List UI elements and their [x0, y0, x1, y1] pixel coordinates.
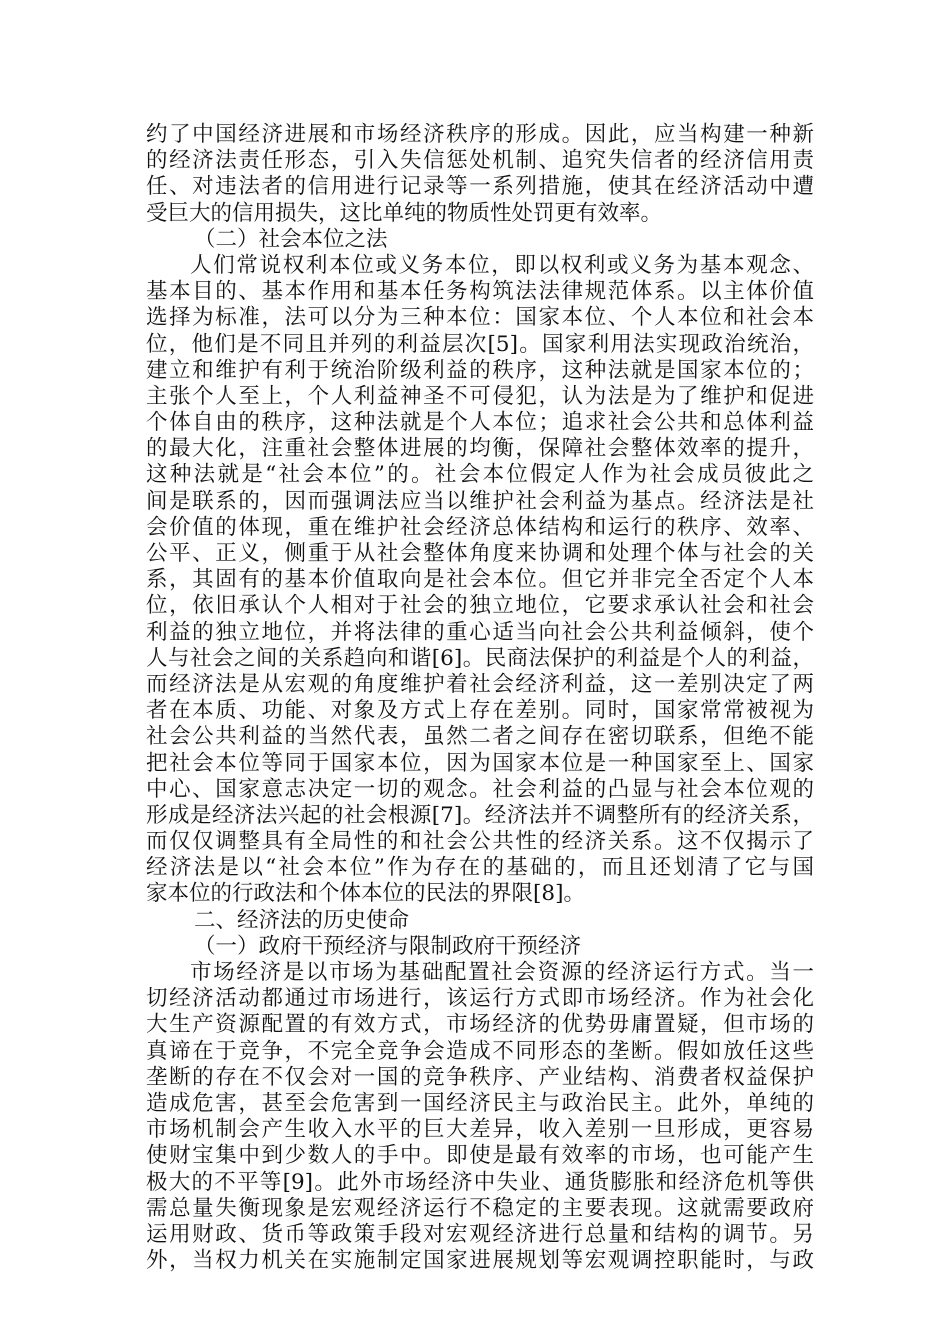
text-line: 基本目的、基本作用和基本任务构筑法法律规范体系。以主体价值: [146, 279, 814, 305]
text-line: 社会公共利益的当然代表，虽然二者之间存在密切联系，但绝不能: [146, 724, 814, 750]
text-line: 垄断的存在不仅会对一国的竞争秩序、产业结构、消费者权益保护: [146, 1064, 814, 1090]
text-line: 这种法就是“社会本位”的。社会本位假定人作为社会成员彼此之: [146, 462, 814, 488]
text-line: 系，其固有的基本价值取向是社会本位。但它并非完全否定个人本: [146, 567, 814, 593]
text-line: 外，当权力机关在实施制定国家进展规划等宏观调控职能时，与政: [146, 1248, 814, 1274]
text-line: 的经济法责任形态，引入失信惩处机制、追究失信者的经济信用责: [146, 148, 814, 174]
document-page: [146, 122, 814, 1274]
text-line: 主张个人至上，个人利益神圣不可侵犯，认为法是为了维护和促进: [146, 383, 814, 409]
text-line: 选择为标准，法可以分为三种本位：国家本位、个人本位和社会本: [146, 305, 814, 331]
section-heading: （一）政府干预经济与限制政府干预经济: [194, 933, 582, 959]
text-line: 中心、国家意志决定一切的观念。社会利益的凸显与社会本位观的: [146, 776, 814, 802]
text-line: 人与社会之间的关系趋向和谐[6]。民商法保护的利益是个人的利益，: [146, 645, 814, 671]
text-line: 市场机制会产生收入水平的巨大差异，收入差别一旦形成，更容易: [146, 1117, 814, 1143]
text-line: 而经济法是从宏观的角度维护着社会经济利益，这一差别决定了两: [146, 671, 814, 697]
text-line: 而仅仅调整具有全局性的和社会公共性的经济关系。这不仅揭示了: [146, 829, 814, 855]
text-line: 间是联系的，因而强调法应当以维护社会利益为基点。经济法是社: [146, 488, 814, 514]
text-line: 造成危害，甚至会危害到一国经济民主与政治民主。此外，单纯的: [146, 1090, 814, 1116]
text-line: 极大的不平等[9]。此外市场经济中失业、通货膨胀和经济危机等供: [146, 1169, 814, 1195]
text-line: 真谛在于竞争，不完全竞争会造成不同形态的垄断。假如放任这些: [146, 1038, 814, 1064]
text-line: 者在本质、功能、对象及方式上存在差别。同时，国家常常被视为: [146, 698, 814, 724]
text-line: 人们常说权利本位或义务本位，即以权利或义务为基本观念、: [190, 252, 814, 278]
text-line: 位，他们是不同且并列的利益层次[5]。国家利用法实现政治统治，: [146, 331, 814, 357]
text-line: 大生产资源配置的有效方式，市场经济的优势毋庸置疑，但市场的: [146, 1012, 814, 1038]
text-line: 会价值的体现，重在维护社会经济总体结构和运行的秩序、效率、: [146, 514, 814, 540]
text-line: 市场经济是以市场为基础配置社会资源的经济运行方式。当一: [190, 960, 814, 985]
text-line: 公平、正义，侧重于从社会整体角度来协调和处理个体与社会的关: [146, 541, 814, 566]
text-line: 经济法是以“社会本位”作为存在的基础的，而且还划清了它与国: [146, 855, 814, 881]
text-line: 使财宝集中到少数人的手中。即使是最有效率的市场，也可能产生: [146, 1143, 814, 1169]
text-line: 个体自由的秩序，这种法就是个人本位；追求社会公共和总体利益: [146, 410, 814, 436]
section-heading: 二、经济法的历史使命: [194, 907, 410, 933]
text-line: 家本位的行政法和个体本位的民法的界限[8]。: [146, 881, 585, 907]
text-line: 约了中国经济进展和市场经济秩序的形成。因此，应当构建一种新: [146, 122, 814, 147]
text-line: 位，依旧承认个人相对于社会的独立地位，它要求承认社会和社会: [146, 593, 814, 619]
text-line: 切经济活动都通过市场进行，该运行方式即市场经济。作为社会化: [146, 986, 814, 1012]
document-text-body: [146, 122, 814, 1274]
text-line: 利益的独立地位，并将法律的重心适当向社会公共利益倾斜，使个: [146, 619, 814, 645]
text-line: 受巨大的信用损失，这比单纯的物质性处罚更有效率。: [146, 200, 663, 226]
text-line: 建立和维护有利于统治阶级利益的秩序，这种法就是国家本位的；: [146, 357, 814, 383]
section-heading: （二）社会本位之法: [194, 226, 388, 252]
text-line: 的最大化，注重社会整体进展的均衡，保障社会整体效率的提升，: [146, 436, 814, 462]
text-line: 需总量失衡现象是宏观经济运行不稳定的主要表现。这就需要政府: [146, 1195, 814, 1221]
text-line: 运用财政、货币等政策手段对宏观经济进行总量和结构的调节。另: [146, 1221, 814, 1247]
text-line: 形成是经济法兴起的社会根源[7]。经济法并不调整所有的经济关系，: [146, 802, 814, 828]
text-line: 任、对违法者的信用进行记录等一系列措施，使其在经济活动中遭: [146, 174, 814, 200]
text-line: 把社会本位等同于国家本位，因为国家本位是一种国家至上、国家: [146, 750, 814, 776]
